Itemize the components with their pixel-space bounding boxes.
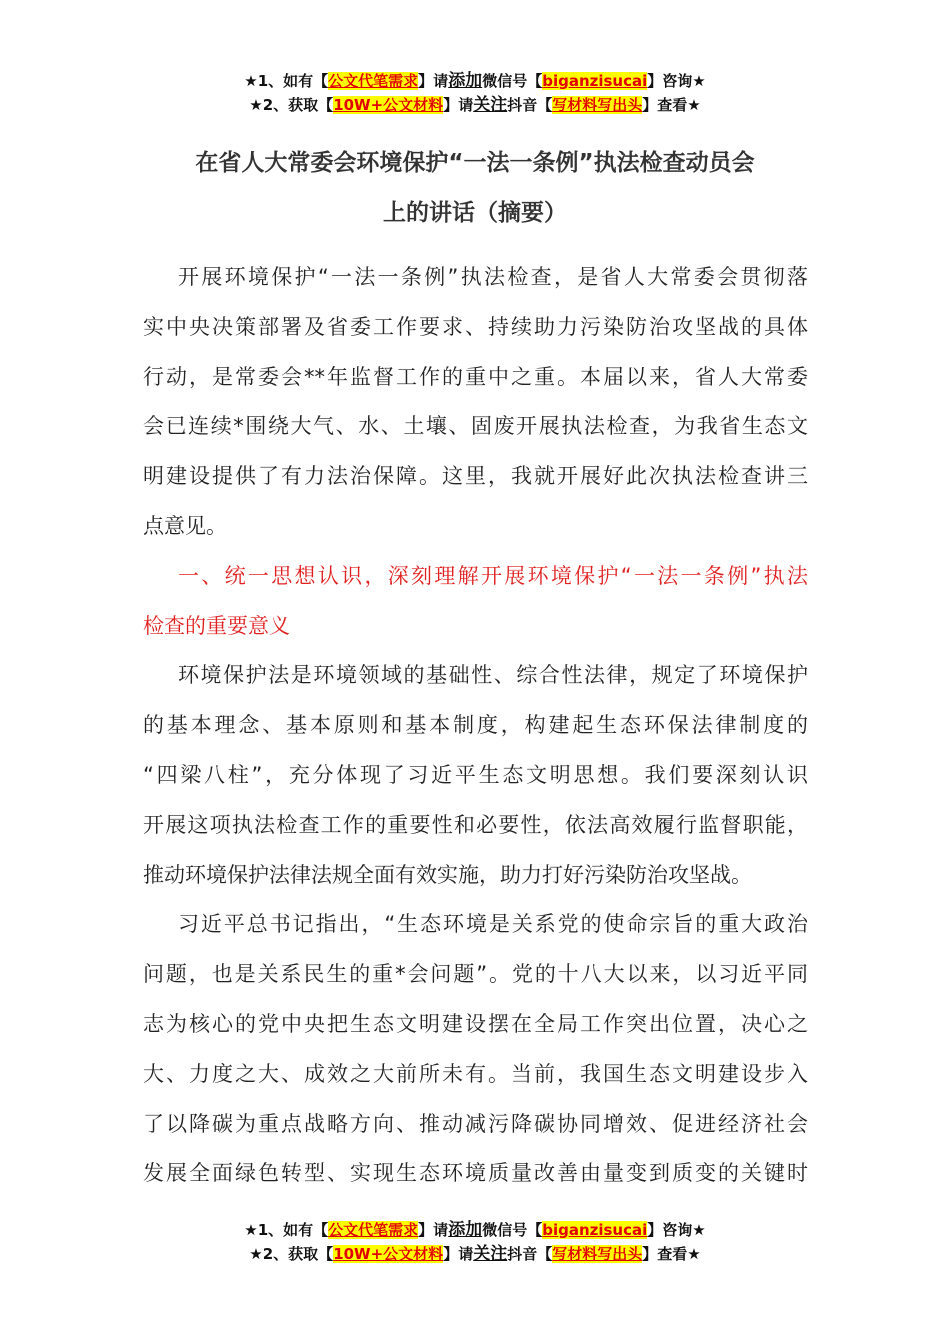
banner-line-1: ★1、如有【公文代笔需求】请添加微信号【biganzisucai】咨询★	[244, 71, 706, 91]
text-line: 了以降碳为重点战略方向、推动减污降碳协同增效、促进经济社会	[143, 1111, 808, 1136]
text-line: 大、力度之大、成效之大前所未有。当前，我国生态文明建设步入	[143, 1061, 808, 1086]
document-body	[143, 253, 808, 1199]
paragraph	[143, 253, 808, 552]
banner-line-1: ★1、如有【公文代笔需求】请添加微信号【biganzisucai】咨询★	[244, 1220, 706, 1240]
text-line: 推动环境保护法律法规全面有效实施，助力打好污染防治攻坚战。	[143, 862, 752, 887]
text-line: 发展全面绿色转型、实现生态环境质量改善由量变到质变的关键时	[143, 1161, 808, 1186]
section-heading	[143, 552, 808, 652]
banner-line-2: ★2、获取【10W+公文材料】请关注抖音【写材料写出头】查看★	[249, 1244, 701, 1264]
text-line: 实中央决策部署及省委工作要求、持续助力污染防治攻坚战的具体	[143, 314, 808, 339]
text-line: 志为核心的党中央把生态文明建设摆在全局工作突出位置，决心之	[143, 1011, 808, 1036]
text-line: 点意见。	[143, 513, 227, 538]
text-line: 问题，也是关系民生的重*会问题”。党的十八大以来，以习近平同	[143, 962, 808, 987]
text-line: 的基本理念、基本原则和基本制度，构建起生态环保法律制度的	[143, 713, 808, 738]
paragraph	[143, 900, 808, 1199]
paragraph	[143, 651, 808, 900]
text-line: 习近平总书记指出，“生态环境是关系党的使命宗旨的重大政治	[178, 912, 808, 937]
text-line: “四梁八柱”，充分体现了习近平生态文明思想。我们要深刻认识	[143, 762, 808, 787]
document-title: 在省人大常委会环境保护“一法一条例”执法检查动员会 上的讲话（摘要）	[195, 150, 755, 226]
text-line: 检查的重要意义	[143, 613, 290, 638]
text-line: 行动，是常委会**年监督工作的重中之重。本届以来，省人大常委	[143, 364, 808, 389]
text-line: 明建设提供了有力法治保障。这里，我就开展好此次执法检查讲三	[143, 464, 808, 489]
text-line: 会已连续*围绕大气、水、土壤、固废开展执法检查，为我省生态文	[143, 414, 808, 439]
text-line: 开展这项执法检查工作的重要性和必要性，依法高效履行监督职能，	[143, 812, 808, 837]
top-banner	[0, 69, 950, 117]
banner-line-2: ★2、获取【10W+公文材料】请关注抖音【写材料写出头】查看★	[249, 95, 701, 115]
text-line: 一、统一思想认识，深刻理解开展环境保护“一法一条例”执法	[178, 563, 808, 588]
text-line: 开展环境保护“一法一条例”执法检查，是省人大常委会贯彻落	[178, 265, 808, 289]
bottom-banner	[0, 1218, 950, 1266]
text-line: 环境保护法是环境领域的基础性、综合性法律，规定了环境保护	[178, 663, 808, 688]
